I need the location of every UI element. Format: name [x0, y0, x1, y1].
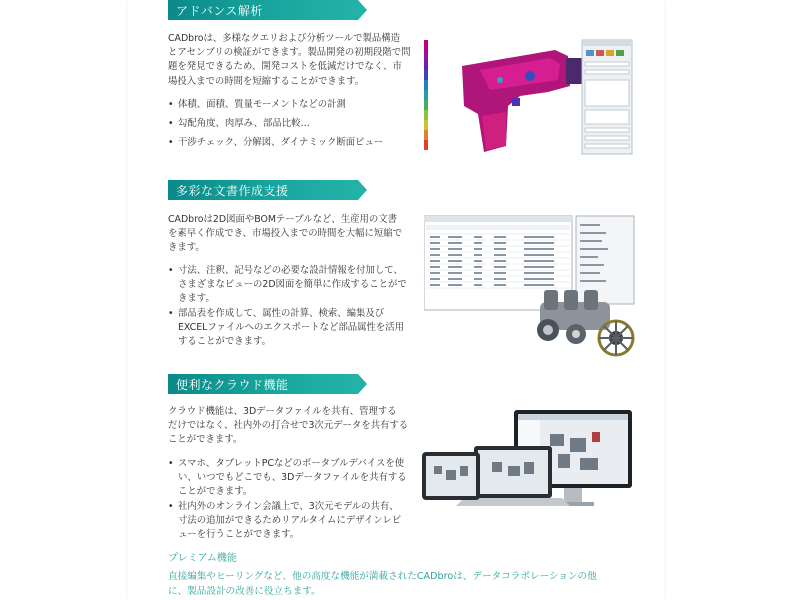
bullet-item: • 社内外のオンライン会議上で、3次元モデルの共有、 寸法の追加ができるためリアルタイムにデザインレビ ューを行うことができます。: [168, 500, 401, 543]
color-scale-legend: [424, 40, 428, 150]
section-header-documentation: [168, 180, 368, 200]
premium-text-line: に、製品設計の改善に役立ちます。: [168, 585, 321, 597]
premium-text: [168, 570, 628, 599]
paragraph-line: だけではなく、社内外の打合せで3次元データを共有する: [168, 420, 409, 432]
section-header-cloud: [168, 374, 368, 394]
bullet-item: • 部品表を作成して、属性の計算、検索、編集及び EXCELファイルへのエクスポートなど部品属性を活用 することができます。: [168, 307, 404, 350]
paragraph-line: CADbroは、多様なクエリおよび分析ツールで製品構造: [168, 33, 401, 44]
paragraph-line: CADbroは2D図面やBOMテーブルなど、生産用の文書: [168, 214, 397, 225]
bullet-item: • 勾配角度、肉厚み、部品比較…: [168, 117, 310, 131]
bullet-item: • 寸法、注釈、記号などの必要な設計情報を付加して、 さまざまなビューの2D図面を簡単に作成することがで きます。: [168, 264, 407, 307]
paragraph-line: きます。: [168, 242, 205, 254]
section-title: アドバンス解析: [176, 4, 263, 18]
section-paragraph: [168, 213, 402, 256]
section-title: 便利なクラウド機能: [176, 378, 289, 392]
section-title: 多彩な文書作成支援: [176, 184, 289, 198]
devices-image: [420, 408, 636, 514]
paragraph-line: 題を発見できるため、開発コストを低減だけでなく、市: [168, 61, 402, 73]
paragraph-line: とアセンブリの検証ができます。製品開発の初期段階で問: [168, 47, 411, 59]
paragraph-line: クラウド機能は、3Dデータファイルを共有、管理する: [168, 406, 397, 417]
tablet-device: [422, 452, 480, 500]
section-header-advanced-analysis: [168, 0, 368, 20]
paragraph-line: を素早く作成でき、市場投入までの時間を大幅に短縮で: [168, 228, 403, 240]
premium-text-line: 直接編集やヒーリングなど、他の高度な機能が満載されたCADbroは、データコラボレーションの他: [168, 571, 597, 582]
bom-side-panel: [576, 216, 634, 304]
section-paragraph: [168, 405, 408, 448]
paragraph-line: 場投入までの時間を短縮することができます。: [168, 75, 365, 87]
drill-analysis-image: [420, 36, 635, 158]
section-paragraph: [168, 32, 411, 89]
bullet-item: • 体積、面積、質量モーメントなどの計測: [168, 98, 346, 112]
bullet-item: • 干渉チェック、分解図、ダイナミック断面ビュー: [168, 136, 383, 150]
paragraph-line: ことができます。: [168, 434, 243, 446]
bullet-item: • スマホ、タブレットPCなどのポータブルデバイスを使 い、いつでもどこでも、3Dデータファイルを共有する ことができます。: [168, 457, 407, 500]
premium-title: プレミアム機能: [168, 553, 237, 564]
properties-panel: [582, 40, 632, 154]
bom-engine-image: [424, 214, 636, 366]
